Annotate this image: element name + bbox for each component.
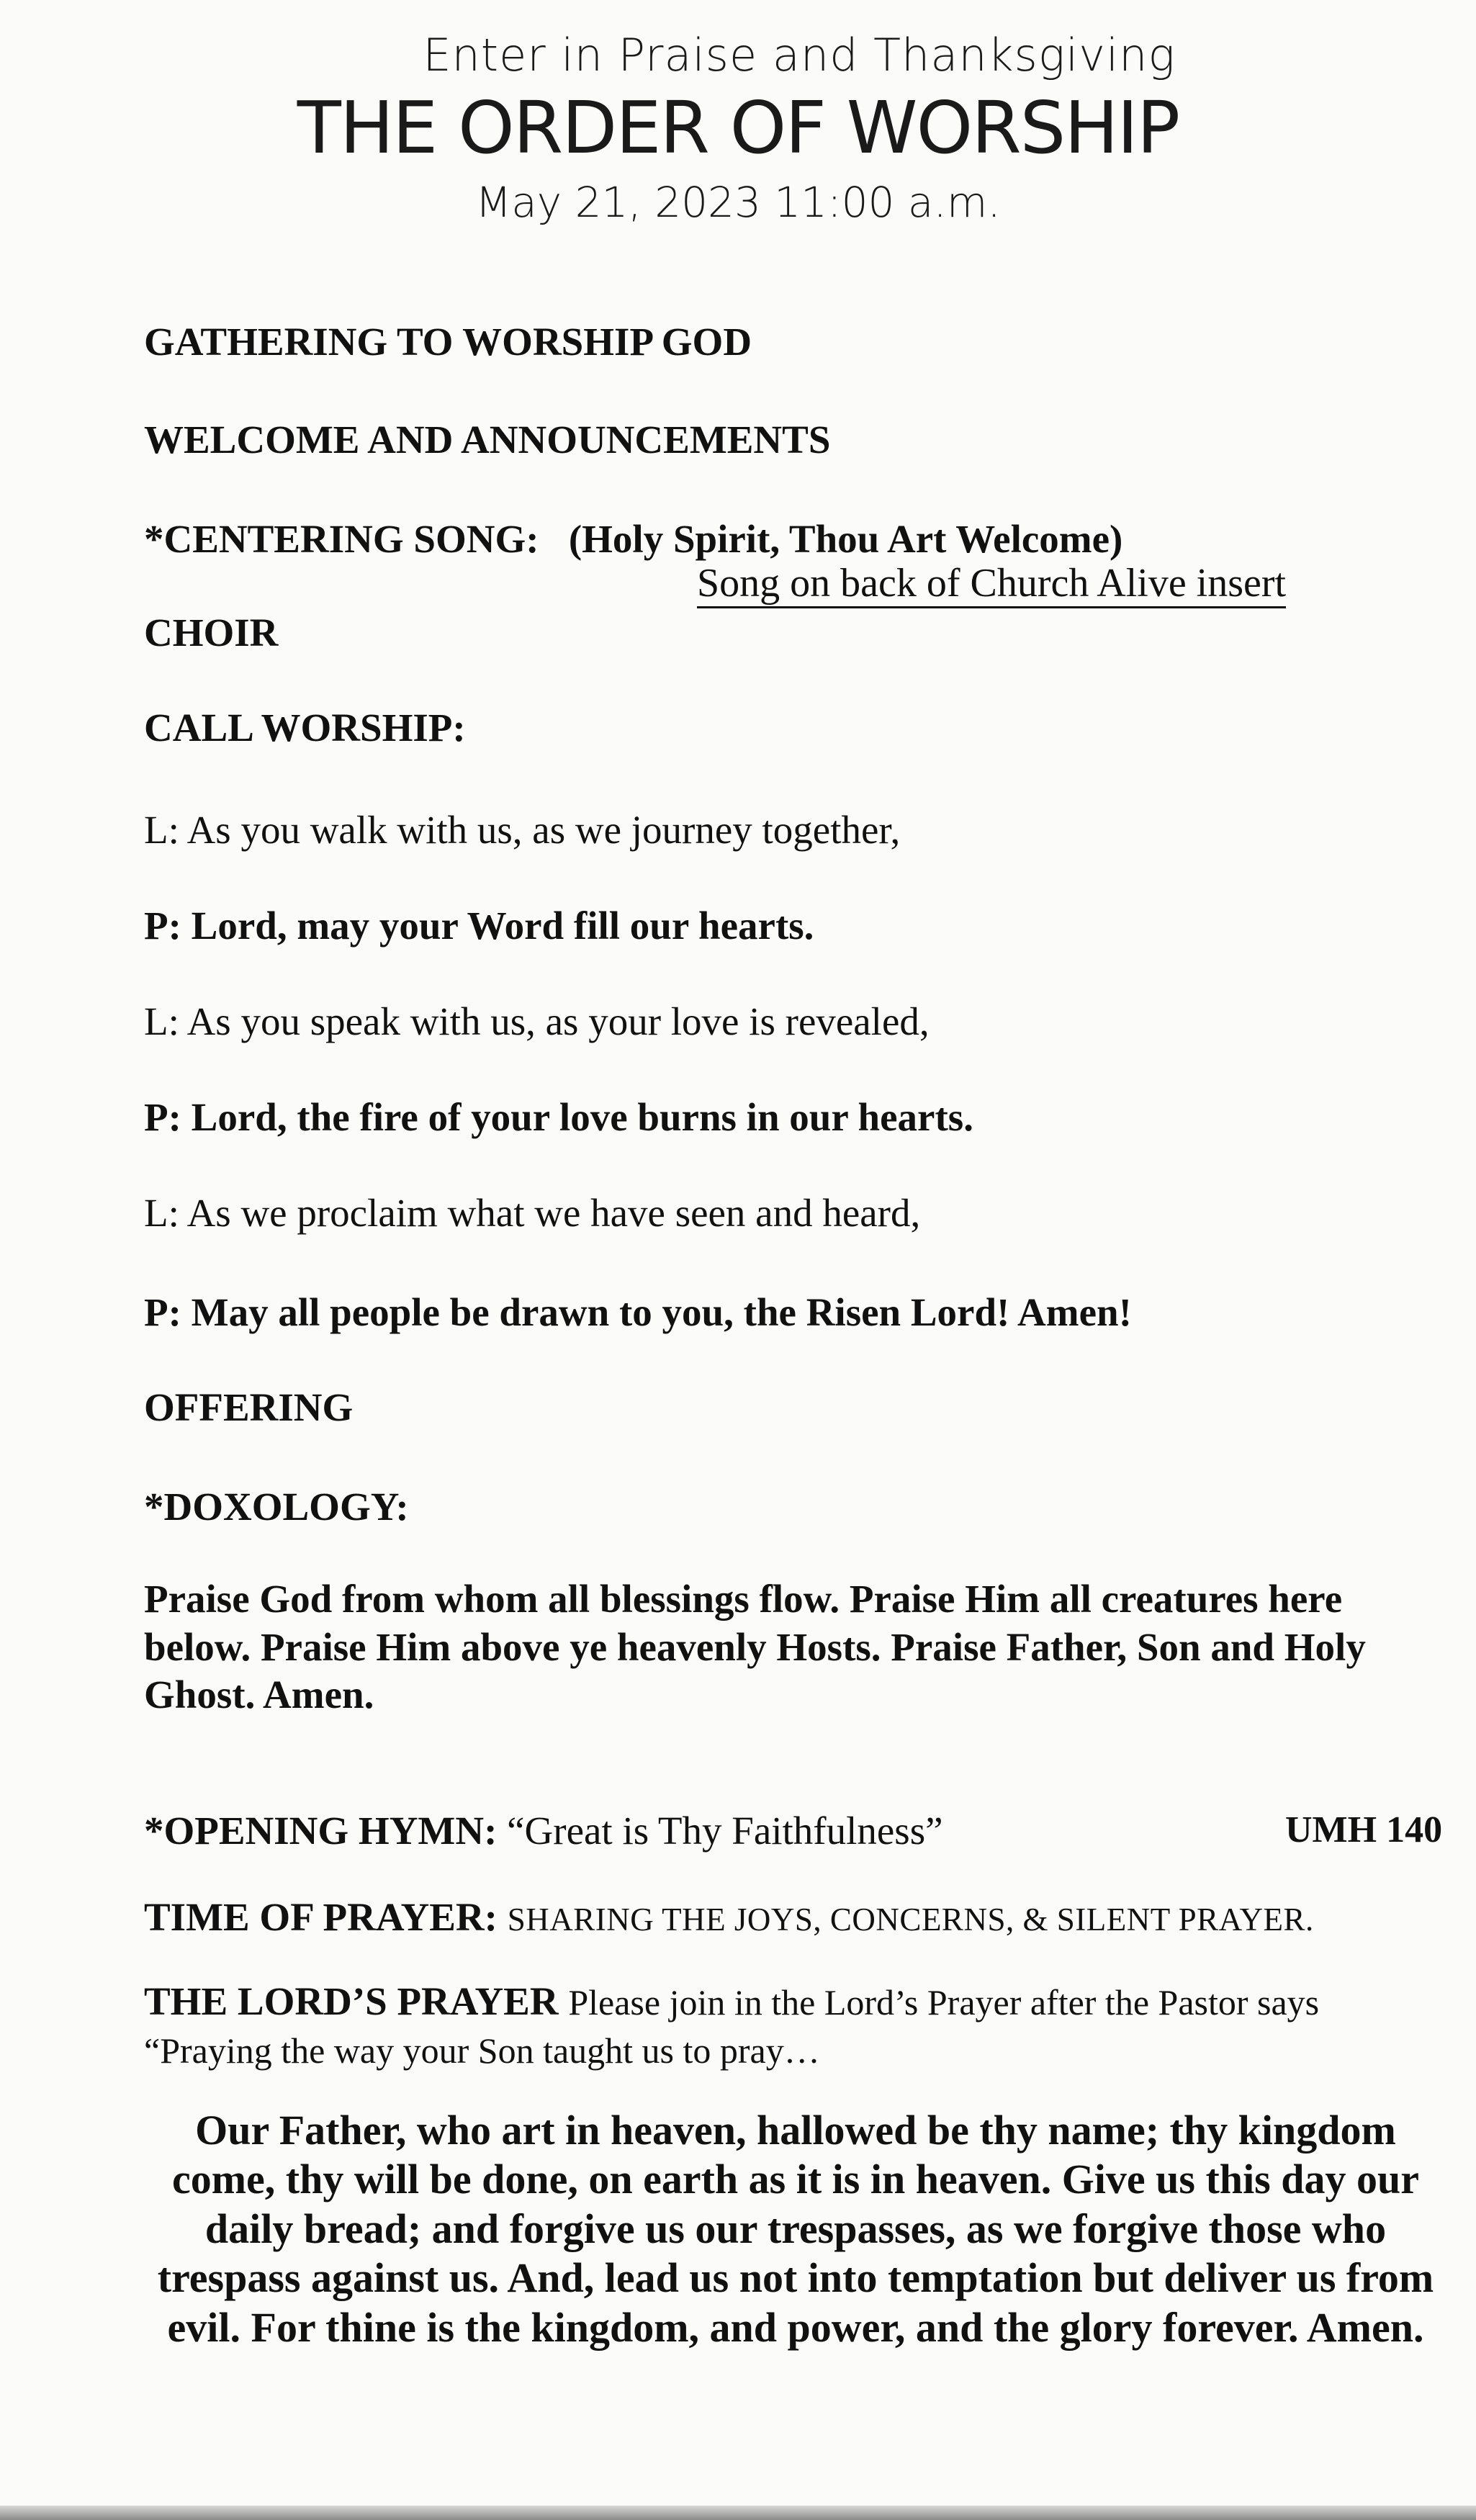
opening-hymn-line [144, 1807, 943, 1855]
page-edge [0, 2506, 1476, 2520]
call-worship-heading: CALL WORSHIP: [144, 706, 466, 750]
doxology-heading: *DOXOLOGY: [144, 1485, 409, 1529]
centering-song-note: Song on back of Church Alive insert [697, 562, 1286, 608]
centering-song-title: (Holy Spirit, Thou Art Welcome) [568, 517, 1123, 561]
litany-line-1: L: As you walk with us, as we journey together, [144, 808, 901, 852]
choir-heading: CHOIR [144, 611, 279, 654]
prayer-time-line [144, 1894, 1314, 1941]
centering-song-line [144, 516, 1122, 563]
lords-prayer-line [144, 1978, 1319, 2025]
litany-line-4: P: Lord, the fire of your love burns in our hearts. [144, 1095, 973, 1139]
page-title: THE ORDER OF WORSHIP [297, 86, 1179, 171]
doxology-text: Praise God from whom all blessings flow. Praise Him all creatures here below. Praise Him above ye heavenly Hosts. Praise Father, Son and Holy Ghost. Amen. [144, 1577, 1366, 1717]
service-date: May 21, 2023 11:00 a.m. [475, 178, 1001, 228]
litany-line-2: P: Lord, may your Word fill our hearts. [144, 904, 814, 948]
centering-song-label: *CENTERING SONG: [144, 517, 539, 561]
lords-prayer-label: THE LORD’S PRAYER [144, 1979, 559, 2023]
gathering-heading: GATHERING TO WORSHIP GOD [144, 320, 752, 364]
prayer-time-text: SHARING THE JOYS, CONCERNS, & SILENT PRAYER. [507, 1902, 1314, 1938]
offering-heading: OFFERING [144, 1385, 354, 1429]
welcome-heading: WELCOME AND ANNOUNCEMENTS [144, 418, 831, 462]
lords-prayer-text: Our Father, who art in heaven, hallowed be thy name; thy kingdom come, thy will be done, on earth as it is in heaven. Give us this day our daily bread; and forgive us our trespasses, as we forgive those who trespass against us. And, lead us not into temptation but deliver us from evil. For thine is the kingdom, and power, and the glory forever. Amen. [157, 2107, 1434, 2351]
litany-line-3: L: As you speak with us, as your love is revealed, [144, 999, 930, 1043]
hymn-number: UMH 140 [1285, 1809, 1443, 1850]
lords-prayer-instruction-2: “Praying the way your Son taught us to pray… [144, 2030, 820, 2071]
bulletin-header [0, 29, 1476, 228]
litany-line-6: P: May all people be drawn to you, the Risen Lord! Amen! [144, 1290, 1132, 1334]
litany-line-5: L: As we proclaim what we have seen and heard, [144, 1191, 921, 1235]
opening-hymn-title: “Great is Thy Faithfulness” [507, 1809, 943, 1853]
header-tagline: Enter in Praise and Thanksgiving [423, 29, 1176, 81]
lords-prayer-instruction: Please join in the Lord’s Prayer after the Pastor says [568, 1982, 1320, 2022]
prayer-time-label: TIME OF PRAYER: [144, 1895, 498, 1939]
opening-hymn-label: *OPENING HYMN: [144, 1809, 498, 1853]
